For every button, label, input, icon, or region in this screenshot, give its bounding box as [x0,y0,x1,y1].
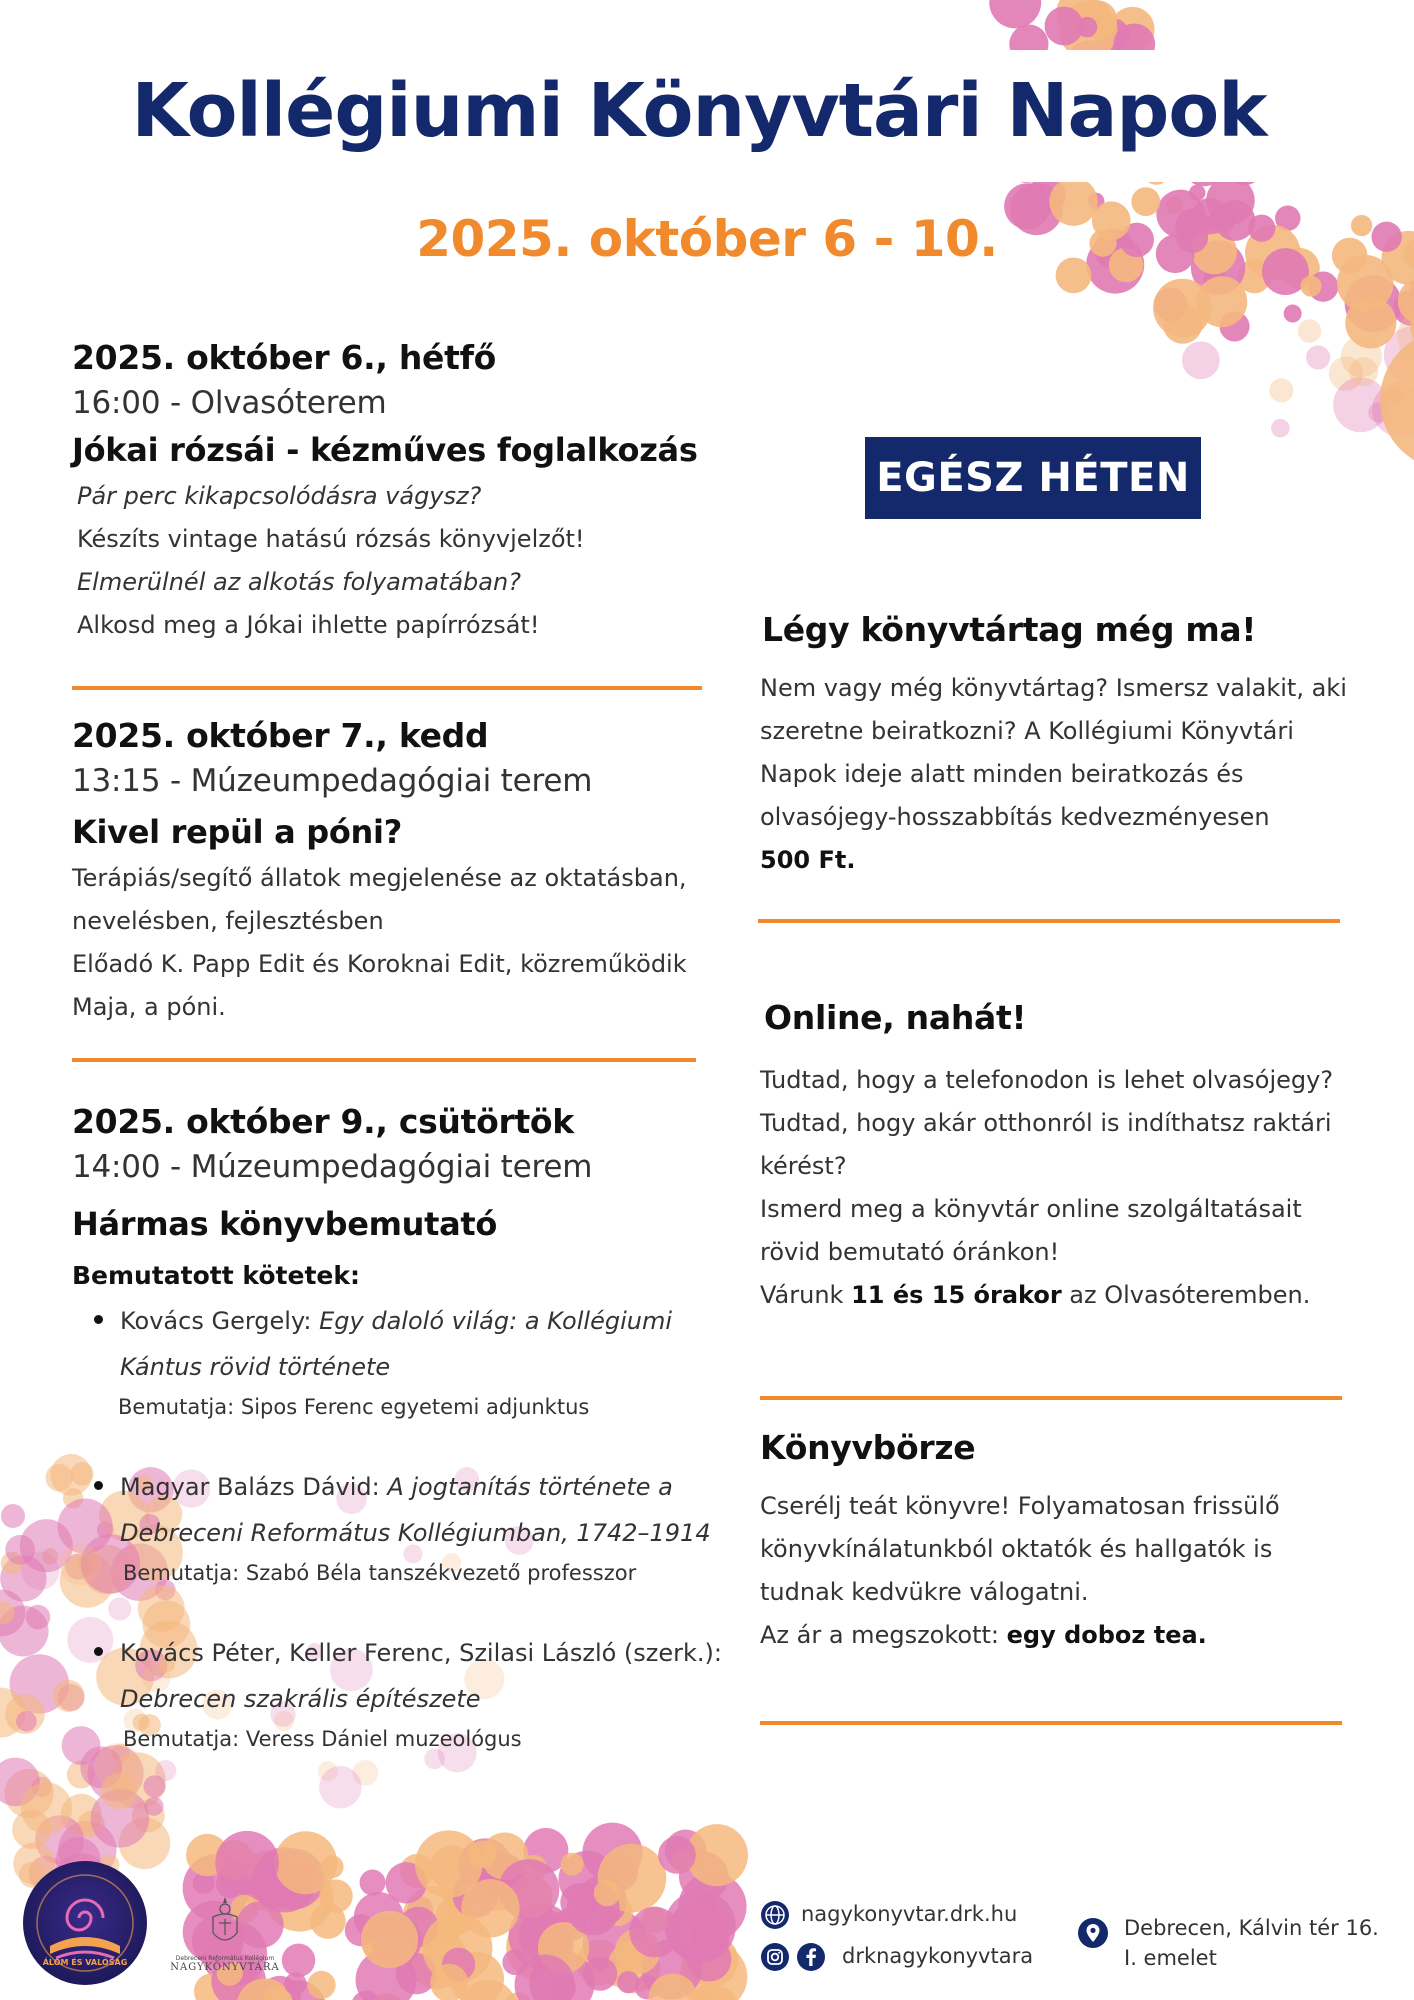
whole-week-badge: EGÉSZ HÉTEN [865,437,1201,519]
book-item [72,1298,752,1424]
page-title: Kollégiumi Könyvtári Napok [131,68,1267,154]
library-logo-name: NAGYKÖNYVTÁRA [170,1962,280,1973]
book-title-cont: Kántus rövid története [120,1353,391,1381]
book-author: Kovács Gergely: [120,1307,320,1335]
facebook-icon[interactable] [795,1941,827,1973]
section-text [760,1485,1350,1657]
divider [760,1396,1342,1400]
online-line: Ismerd meg a könyvtár online szolgáltatásait rövid bemutató óránkon! [760,1195,1302,1266]
library-logo-small: Debreceni Református Kollégium [175,1955,275,1962]
event-title: Kivel repül a póni? [72,813,402,851]
online-line: Várunk [760,1281,852,1309]
bullet [94,1647,103,1656]
crest-icon [205,1895,245,1949]
online-line: az Olvasóteremben. [1061,1281,1311,1309]
event-monday [72,338,712,647]
book-item [72,1464,752,1590]
divider [72,686,702,690]
event-line: Elmerülnél az alkotás folyamatában? [77,568,521,596]
book-swap-section [760,1428,1350,1657]
section-text [760,667,1350,882]
event-date: 2025. október 9., csütörtök [72,1102,574,1141]
book-item [72,1630,752,1756]
title-box [70,50,1328,182]
website-link[interactable]: nagykonyvtar.drk.hu [801,1902,1018,1926]
divider [72,1058,696,1062]
divider [760,1721,1342,1725]
online-section [760,998,1350,1317]
library-logo [160,1895,290,1985]
event-time-place: 14:00 - Múzeumpedagógiai terem [72,1149,593,1185]
event-thursday [72,1102,752,1756]
event-tuesday [72,716,712,1029]
bullet [94,1481,103,1490]
event-time-place: 13:15 - Múzeumpedagógiai terem [72,763,593,799]
swap-text: Cserélj teát könyvre! Folyamatosan frissülő könyvkínálatunkból oktatók és hallgatók is tudnak kedvükre válogatni. [760,1492,1280,1606]
location-pin-icon [1076,1916,1110,1950]
event-title: Jókai rózsái - kézműves foglalkozás [72,431,698,469]
swap-price-label: Az ár a megszokott: [760,1621,1007,1649]
section-title: Légy könyvtártag még ma! [762,610,1257,649]
bullet [94,1315,103,1324]
book-title-cont: Debrecen szakrális építészete [120,1685,481,1713]
instagram-icon[interactable] [759,1941,791,1973]
online-time: 11 és 15 órakor [851,1281,1062,1309]
event-time-place: 16:00 - Olvasóterem [72,385,387,421]
event-dates: 2025. október 6 - 10. [416,210,998,268]
book-list [72,1298,752,1756]
book-author: Kovács Péter, Keller Ferenc, Szilasi László (szerk.): [120,1639,722,1667]
book-title: A jogtanítás története a [387,1473,673,1501]
book-author: Magyar Balázs Dávid: [120,1473,388,1501]
event-line: Pár perc kikapcsolódásra vágysz? [77,482,482,510]
address-line: Debrecen, Kálvin tér 16. [1124,1916,1379,1940]
membership-text: Nem vagy még könyvtártag? Ismersz valakit, aki szeretne beiratkozni? A Kollégiumi Könyvtári Napok ideje alatt minden beiratkozás és olvasójegy-hosszabbítás kedvezményesen [760,674,1347,831]
book-presenter: Bemutatja: Veress Dániel muzeológus [123,1727,522,1751]
book-presenter: Bemutatja: Sipos Ferenc egyetemi adjunktus [118,1395,590,1419]
address-line: I. emelet [1124,1946,1217,1970]
social-handle[interactable]: drknagykonyvtara [842,1944,1034,1968]
globe-icon [759,1899,791,1931]
membership-section [760,610,1350,882]
section-title: Könyvbörze [760,1428,976,1467]
event-line: nevelésben, fejlesztésben [72,907,384,935]
divider [758,919,1340,923]
event-line: Terápiás/segítő állatok megjelenése az oktatásban, [72,864,687,892]
section-title: Online, nahát! [764,998,1027,1037]
event-line: Előadó K. Papp Edit és Koroknai Edit, közreműködik [72,950,687,978]
online-line: Tudtad, hogy akár otthonról is indíthatsz raktári kérést? [760,1109,1332,1180]
event-line: Készíts vintage hatású rózsás könyvjelzőt! [77,525,585,553]
event-line: Alkosd meg a Jókai ihlette papírrózsát! [77,611,540,639]
book-presenter: Bemutatja: Szabó Béla tanszékvezető professzor [123,1561,637,1585]
online-line: Tudtad, hogy a telefonodon is lehet olvasójegy? [760,1066,1334,1094]
event-date: 2025. október 6., hétfő [72,338,497,377]
event-title: Hármas könyvbemutató [72,1205,498,1243]
book-title-cont: Debreceni Református Kollégiumban, 1742–1914 [120,1519,711,1547]
swap-price: egy doboz tea. [1006,1621,1207,1649]
event-line: Maja, a póni. [72,993,226,1021]
section-text [760,1059,1350,1317]
books-heading: Bemutatott kötetek: [72,1261,360,1290]
event-date: 2025. október 7., kedd [72,716,489,755]
address [1124,1913,1379,1973]
event-logo-text: ÁLOM ÉS VALÓSÁG [42,1958,128,1967]
event-logo [20,1858,150,1988]
membership-price: 500 Ft. [760,846,856,874]
book-title: Egy daloló világ: a Kollégiumi [319,1307,672,1335]
